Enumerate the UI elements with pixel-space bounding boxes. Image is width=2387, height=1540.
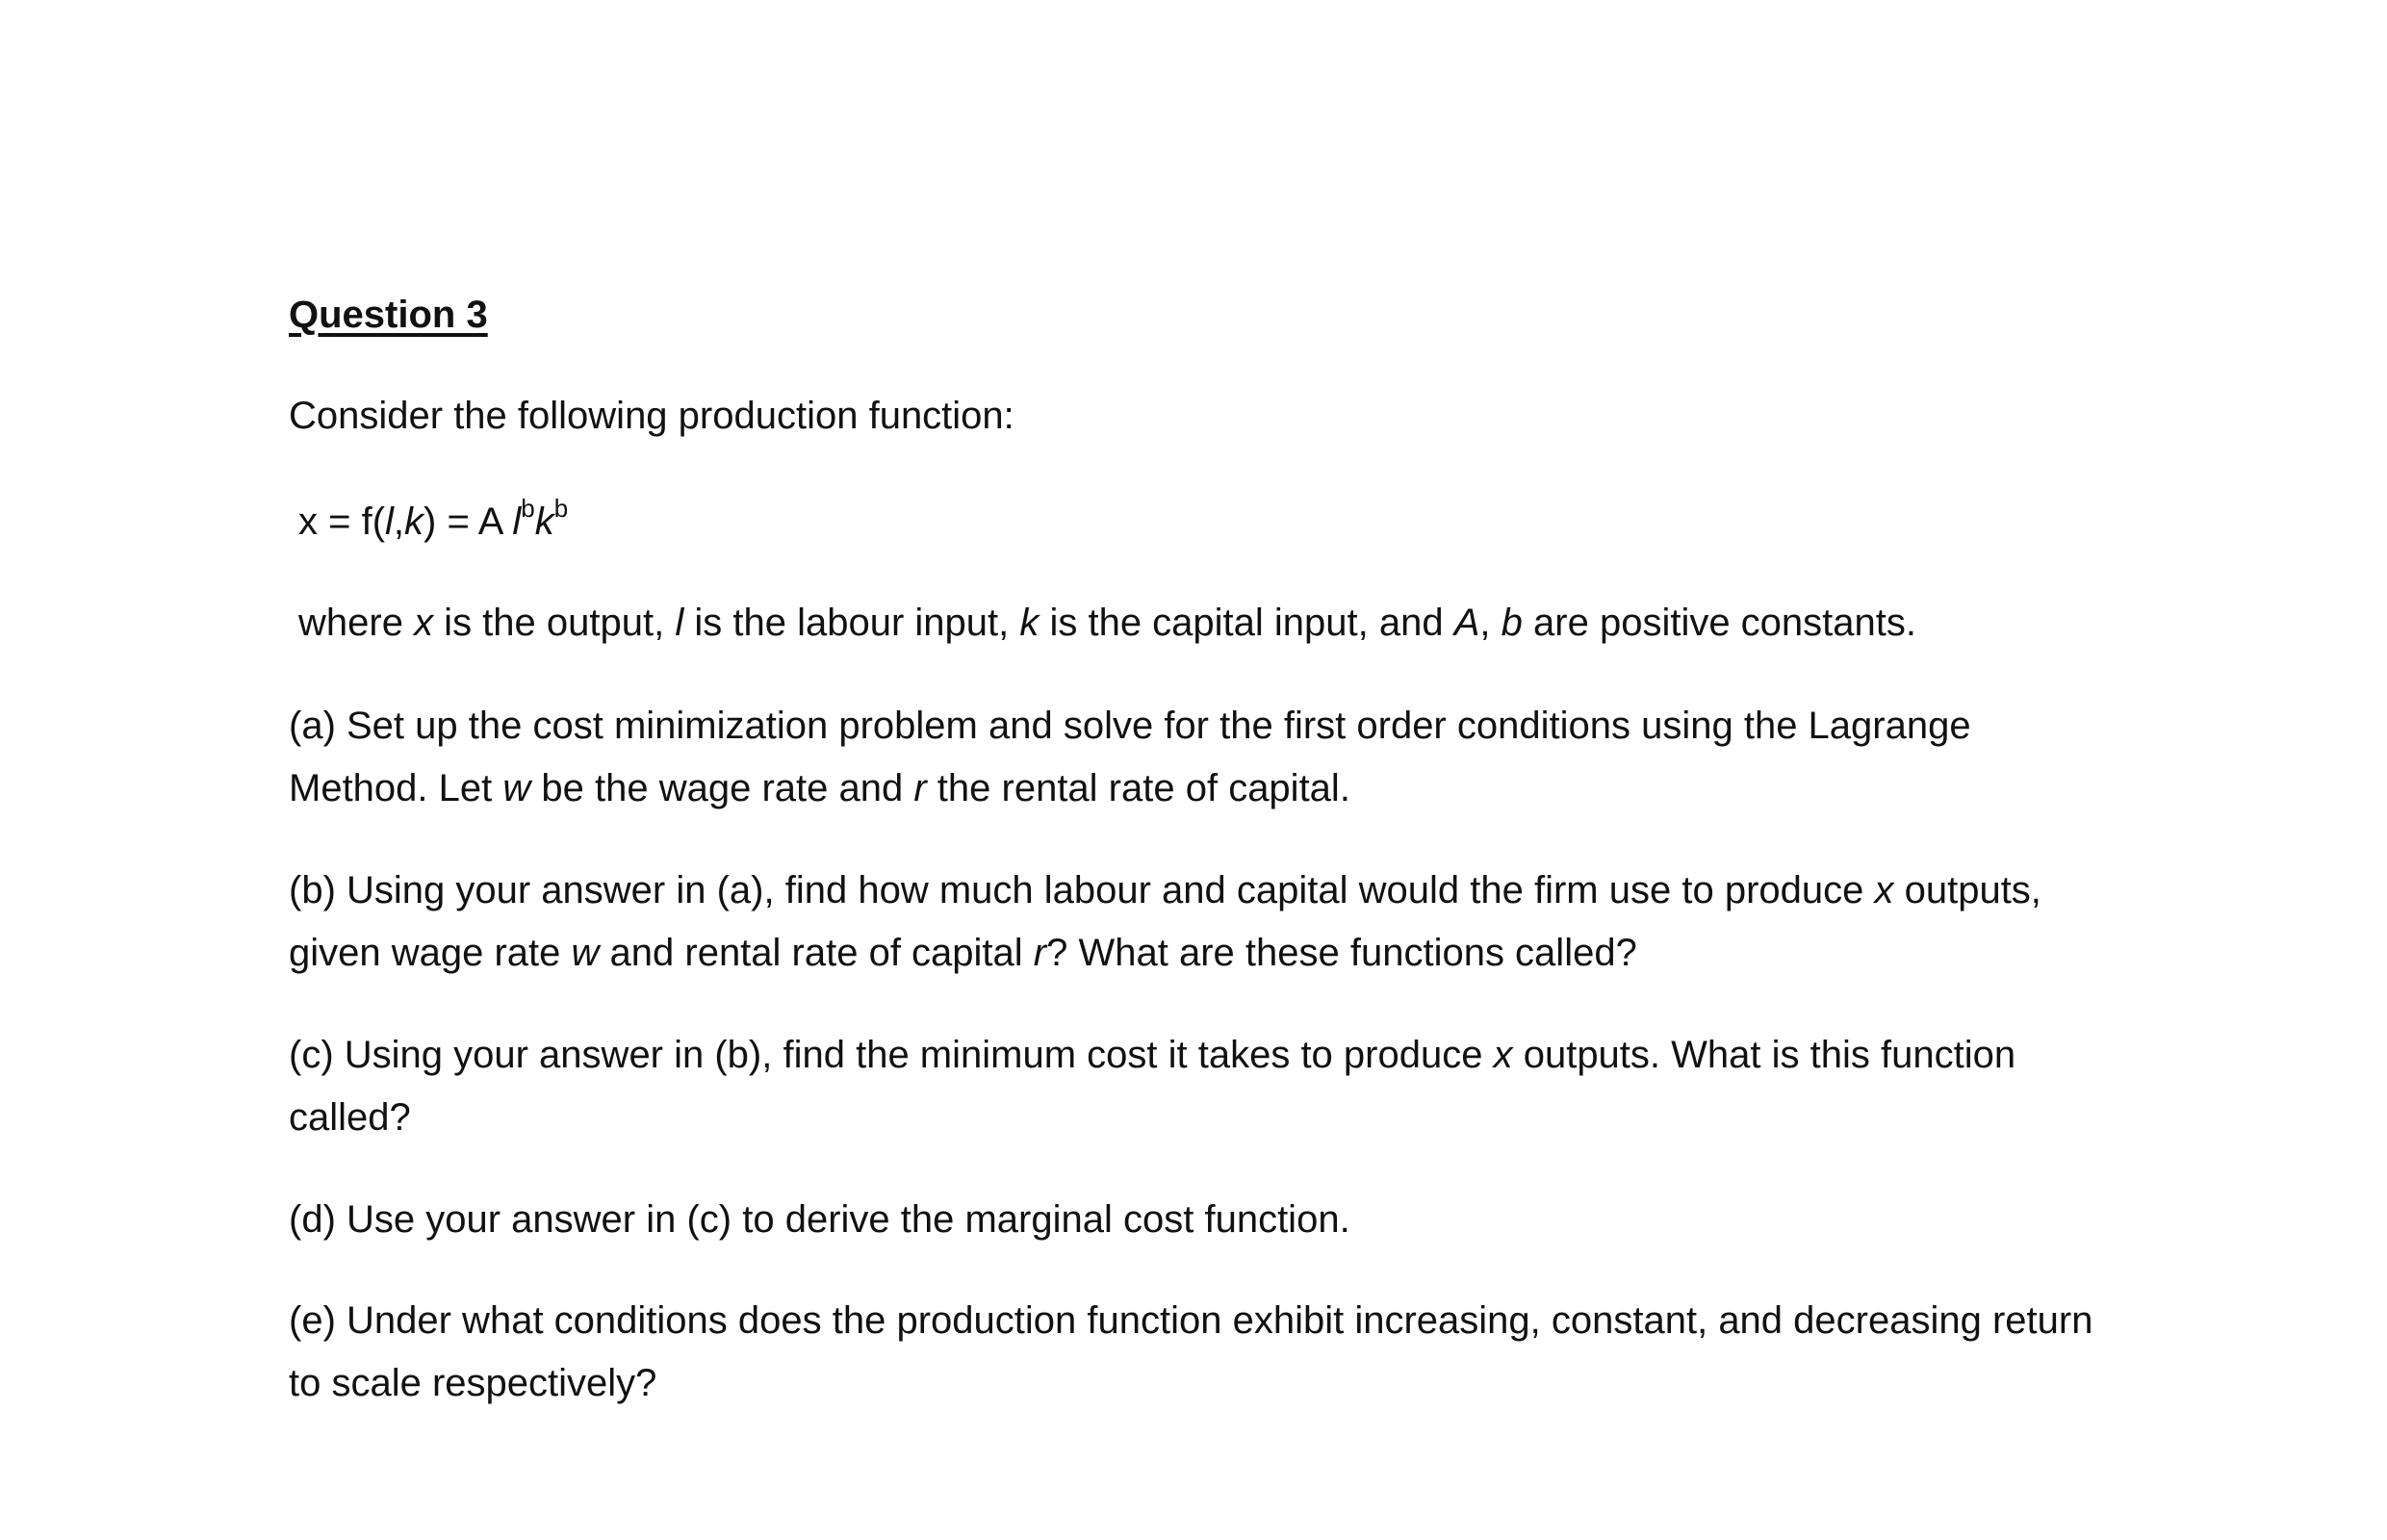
part-d-text-1: (d) Use your answer in (c) to derive the marginal cost function.	[289, 1198, 1350, 1241]
part-a-text-3: the rental rate of capital.	[926, 767, 1350, 809]
where-var-l: l	[675, 602, 684, 644]
where-text-5: ,	[1479, 602, 1502, 644]
formula-l: l	[385, 500, 394, 543]
where-text-6: are positive constants.	[1522, 602, 1917, 644]
formula-comma: ,	[393, 500, 405, 543]
formula-mid: ) = A	[424, 500, 513, 543]
formula-exponent-1: b	[521, 493, 535, 523]
part-c	[289, 1024, 2118, 1149]
part-e	[289, 1290, 2118, 1415]
formula-lhs: x = f(	[298, 500, 386, 543]
part-b-text-1: (b) Using your answer in (a), find how much labour and capital would the firm use to produce	[289, 869, 1875, 911]
part-b-var-w: w	[571, 932, 600, 974]
part-b	[289, 860, 2118, 985]
where-text-4: is the capital input, and	[1039, 602, 1454, 644]
part-c-var-x: x	[1493, 1034, 1513, 1076]
part-a-var-r: r	[913, 767, 927, 809]
part-b-text-2: outputs, given wage rate	[289, 869, 2041, 974]
part-c-text-2: outputs. What is this function called?	[289, 1034, 2016, 1139]
where-var-k: k	[1019, 602, 1040, 644]
part-a-text-1: (a) Set up the cost minimization problem and solve for the first order conditions using the Lagrange Method. Let	[289, 705, 1971, 809]
formula-l2: l	[512, 500, 522, 543]
part-b-var-x: x	[1874, 869, 1894, 911]
part-a-text-2: be the wage rate and	[530, 767, 914, 809]
where-var-x: x	[414, 602, 434, 644]
formula-exponent-2: b	[553, 493, 569, 523]
formula-k2: k	[534, 500, 554, 543]
part-b-text-3: and rental rate of capital	[599, 932, 1034, 974]
part-a	[289, 695, 2118, 820]
where-var-b: b	[1501, 602, 1523, 644]
part-d	[289, 1189, 2118, 1251]
part-b-text-4: ? What are these functions called?	[1046, 932, 1637, 974]
where-text-1: where	[298, 602, 415, 644]
question-heading: Question 3	[289, 294, 488, 336]
where-text-2: is the output,	[433, 602, 676, 644]
part-b-var-r: r	[1033, 932, 1047, 974]
part-c-text-1: (c) Using your answer in (b), find the minimum cost it takes to produce	[289, 1034, 1494, 1076]
part-e-text-1: (e) Under what conditions does the production function exhibit increasing, constant, and decreasing return to scale respectively?	[289, 1299, 2093, 1404]
part-a-var-w: w	[502, 767, 531, 809]
intro-text: Consider the following production function:	[289, 395, 1014, 437]
formula-k: k	[404, 500, 424, 543]
where-text-3: is the labour input,	[683, 602, 1020, 644]
where-var-A: A	[1453, 602, 1480, 644]
production-function-formula	[298, 491, 2127, 553]
variable-definitions	[298, 592, 2127, 654]
